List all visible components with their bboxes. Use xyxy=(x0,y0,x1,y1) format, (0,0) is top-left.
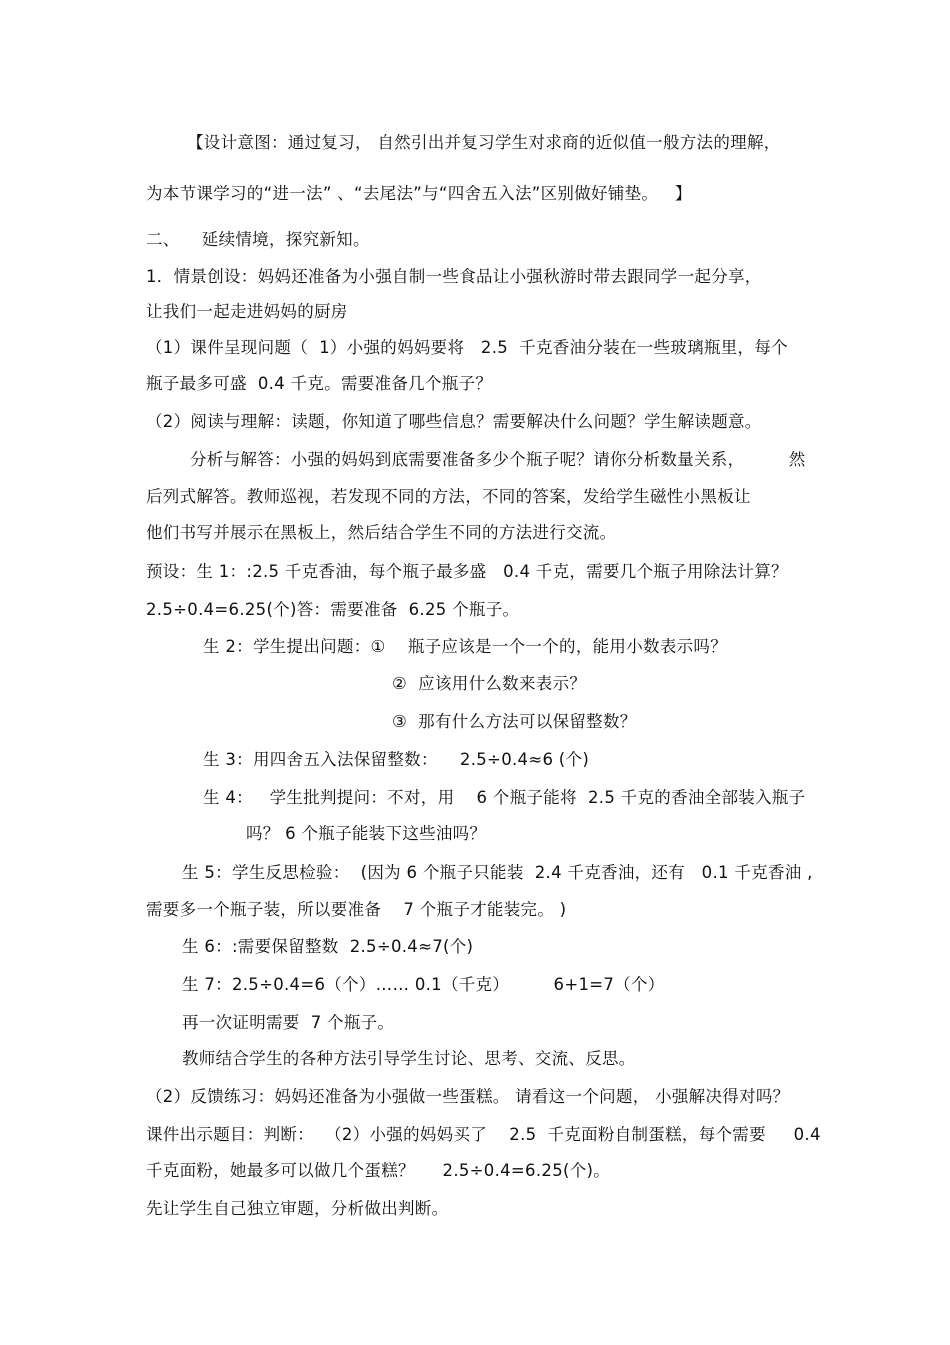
paragraph-line: 生 2：学生提出问题：① 瓶子应该是一个一个的，能用小数表示吗？ xyxy=(203,637,728,656)
design-intent-line-1: 【设计意图：通过复习， 自然引出并复习学生对求商的近似值一般方法的理解， xyxy=(187,133,781,152)
paragraph-line: ③ 那有什么方法可以保留整数？ xyxy=(392,712,637,731)
design-intent-line-2: 为本节课学习的“进一法” 、“去尾法”与“四舍五入法”区别做好铺垫。 】 xyxy=(146,184,692,203)
paragraph-line: 生 6：:需要保留整数 2.5÷0.4≈7(个) xyxy=(182,937,474,956)
paragraph-line: 瓶子最多可盛 0.4 千克。需要准备几个瓶子？ xyxy=(146,374,493,393)
paragraph-line: 让我们一起走进妈妈的厨房 xyxy=(146,302,348,321)
paragraph-line: ② 应该用什么数来表示？ xyxy=(392,674,587,693)
paragraph-line: 吗？ 6 个瓶子能装下这些油吗？ xyxy=(246,824,487,843)
paragraph-line: 他们书写并展示在黑板上，然后结合学生不同的方法进行交流。 xyxy=(146,523,617,542)
paragraph-line: 生 5：学生反思检验： (因为 6 个瓶子只能装 2.4 千克香油，还有 0.1 千克香油 , xyxy=(182,863,813,882)
paragraph-line: 生 3：用四舍五入法保留整数： 2.5÷0.4≈6 (个) xyxy=(203,750,590,769)
paragraph-line: 课件出示题目：判断： （2）小强的妈妈买了 2.5 千克面粉自制蛋糕，每个需要 0.4 xyxy=(146,1125,821,1144)
paragraph-line: （2）阅读与理解：读题，你知道了哪些信息？需要解决什么问题？学生解读题意。 xyxy=(146,412,762,431)
paragraph-line: 先让学生自己独立审题，分析做出判断。 xyxy=(146,1199,449,1218)
paragraph-line: （1）课件呈现问题（ 1）小强的妈妈要将 2.5 千克香油分装在一些玻璃瓶里，每个 xyxy=(146,338,788,357)
paragraph-line: 生 7：2.5÷0.4=6（个）…… 0.1（千克） 6+1=7（个） xyxy=(182,975,665,994)
paragraph-line: 千克面粉，她最多可以做几个蛋糕？ 2.5÷0.4=6.25(个)。 xyxy=(146,1161,611,1180)
paragraph-line: 需要多一个瓶子装，所以要准备 7 个瓶子才能装完。 ) xyxy=(146,900,567,919)
equation-line: 2.5÷0.4=6.25(个)答：需要准备 6.25 个瓶子。 xyxy=(146,600,520,619)
paragraph-line: 生 4： 学生批判提问：不对，用 6 个瓶子能将 2.5 千克的香油全部装入瓶子 xyxy=(203,788,806,807)
paragraph-line: 后列式解答。教师巡视，若发现不同的方法，不同的答案，发给学生磁性小黑板让 xyxy=(146,487,751,506)
paragraph-line: 再一次证明需要 7 个瓶子。 xyxy=(182,1013,395,1032)
section-heading: 二、 延续情境，探究新知。 xyxy=(146,230,370,249)
paragraph-line: 预设：生 1：:2.5 千克香油，每个瓶子最多盛 0.4 千克，需要几个瓶子用除法计算？ xyxy=(146,562,788,581)
paragraph-line: （2）反馈练习：妈妈还准备为小强做一些蛋糕。 请看这一个问题， 小强解决得对吗？ xyxy=(146,1087,790,1106)
paragraph-line: 分析与解答：小强的妈妈到底需要准备多少个瓶子呢？请你分析数量关系， 然 xyxy=(190,450,806,469)
paragraph-line: 教师结合学生的各种方法引导学生讨论、思考、交流、反思。 xyxy=(182,1049,636,1068)
paragraph-line: 1．情景创设：妈妈还准备为小强自制一些食品让小强秋游时带去跟同学一起分享， xyxy=(146,267,762,286)
